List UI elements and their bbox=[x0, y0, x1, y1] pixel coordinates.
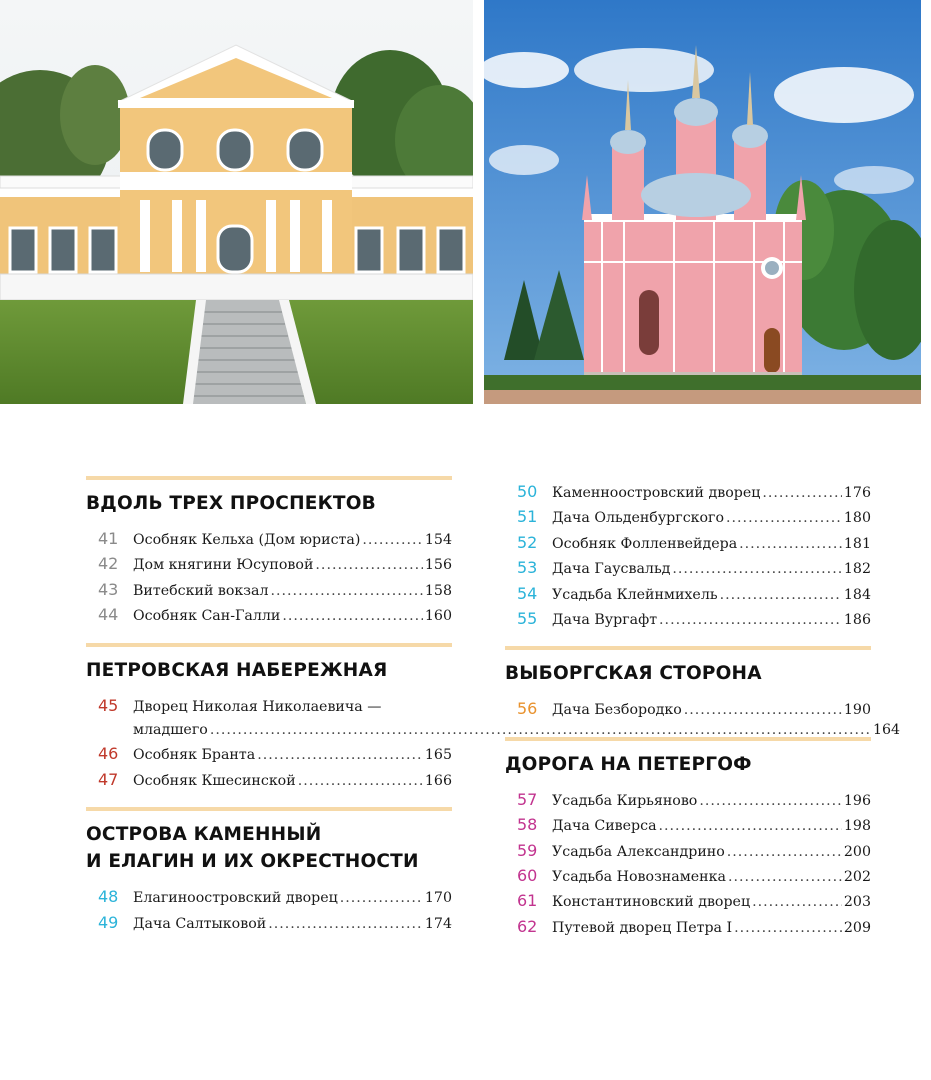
entry-label: Дача Салтыковой bbox=[133, 915, 267, 932]
entry-label: Елагиноостровский дворец bbox=[133, 890, 338, 907]
toc-section bbox=[505, 723, 871, 940]
leader-dots bbox=[315, 554, 422, 577]
leader-dots bbox=[268, 913, 423, 936]
entry-number: 52 bbox=[517, 532, 538, 552]
leader-dots bbox=[659, 609, 842, 632]
section-title-line: ПЕТРОВСКАЯ НАБЕРЕЖНАЯ bbox=[86, 659, 388, 681]
entry-label-continued: младшего bbox=[133, 722, 208, 739]
section-divider bbox=[86, 643, 452, 647]
entry-label: Константиновский дворец bbox=[552, 894, 751, 911]
entry-label: Особняк Сан-Галли bbox=[133, 608, 281, 625]
entry-number: 46 bbox=[98, 744, 119, 764]
toc-section bbox=[86, 476, 452, 629]
toc-section-continued bbox=[505, 480, 871, 632]
toc-section bbox=[86, 793, 452, 936]
entry-number: 49 bbox=[98, 912, 119, 932]
section-divider bbox=[505, 646, 871, 650]
entry-label: Дом княгини Юсуповой bbox=[133, 557, 314, 574]
entry-label: Каменноостровский дворец bbox=[552, 485, 761, 501]
toc-entry[interactable] bbox=[505, 480, 871, 505]
section-title bbox=[86, 821, 452, 875]
entry-label: Особняк Кельха (Дом юриста) bbox=[133, 532, 361, 548]
entry-number: 54 bbox=[517, 583, 538, 603]
palace-photo bbox=[0, 0, 473, 404]
leader-dots bbox=[659, 815, 842, 838]
section-title bbox=[86, 490, 452, 517]
entry-number: 61 bbox=[517, 891, 538, 911]
entry-number: 51 bbox=[517, 507, 538, 527]
entry-page: 198 bbox=[843, 818, 871, 835]
entry-label: Дворец Николая Николаевича — bbox=[133, 698, 382, 715]
leader-dots bbox=[298, 770, 423, 793]
entry-label: Усадьба Новознаменка bbox=[552, 869, 726, 886]
entry-label: Витебский вокзал bbox=[133, 582, 269, 599]
entry-page: 202 bbox=[843, 869, 871, 886]
palace-illustration-icon bbox=[0, 0, 473, 404]
leader-dots bbox=[699, 790, 842, 813]
section-title-line: ВДОЛЬ ТРЕХ ПРОСПЕКТОВ bbox=[86, 493, 376, 514]
entry-number: 41 bbox=[98, 529, 119, 548]
entry-number: 53 bbox=[517, 558, 538, 578]
entry-number: 47 bbox=[98, 769, 119, 789]
entry-label: Особняк Фолленвейдера bbox=[552, 535, 738, 552]
toc-entry[interactable] bbox=[505, 582, 871, 607]
leader-dots bbox=[726, 507, 842, 530]
section-divider bbox=[86, 476, 452, 480]
entry-number: 62 bbox=[517, 916, 538, 936]
toc-entry[interactable] bbox=[86, 603, 452, 628]
entry-number: 48 bbox=[98, 887, 119, 907]
entry-label: Усадьба Кирьяново bbox=[552, 792, 698, 809]
section-divider bbox=[86, 807, 452, 811]
entry-page: 180 bbox=[843, 510, 871, 527]
entry-page: 196 bbox=[843, 792, 871, 809]
entry-number: 59 bbox=[517, 840, 538, 860]
entry-number: 50 bbox=[517, 482, 538, 501]
entry-label: Особняк Кшесинской bbox=[133, 772, 296, 789]
entry-label: Дача Безбородко bbox=[552, 702, 682, 719]
entry-page: 165 bbox=[424, 747, 452, 764]
leader-dots bbox=[728, 866, 842, 889]
toc-entry[interactable] bbox=[505, 813, 871, 838]
leader-dots bbox=[271, 580, 423, 603]
section-title-line: ОСТРОВА КАМЕННЫЙ bbox=[86, 824, 322, 846]
section-title bbox=[505, 660, 871, 687]
entry-label: Дача Сиверса bbox=[552, 818, 657, 835]
entry-number: 44 bbox=[98, 605, 119, 625]
toc-entry[interactable] bbox=[86, 578, 452, 603]
leader-dots bbox=[684, 699, 842, 722]
leader-dots bbox=[362, 529, 423, 552]
section-title bbox=[505, 751, 871, 778]
toc-section bbox=[505, 632, 871, 722]
entry-page: 176 bbox=[843, 485, 871, 501]
entry-page: 203 bbox=[843, 894, 871, 911]
section-title bbox=[86, 657, 452, 684]
entry-label: Дача Ольденбургского bbox=[552, 510, 725, 527]
section-title-line: И ЕЛАГИН И ИХ ОКРЕСТНОСТИ bbox=[86, 851, 419, 873]
leader-dots bbox=[727, 841, 842, 864]
entry-page: 184 bbox=[843, 586, 871, 603]
entry-number: 60 bbox=[517, 866, 538, 886]
leader-dots bbox=[282, 605, 423, 628]
entry-number: 45 bbox=[98, 695, 119, 715]
entry-label: Дача Гаусвальд bbox=[552, 561, 671, 578]
toc-entry[interactable] bbox=[505, 889, 871, 914]
church-photo bbox=[484, 0, 921, 404]
entry-page: 166 bbox=[424, 772, 452, 789]
leader-dots bbox=[257, 744, 423, 767]
toc-entry[interactable] bbox=[505, 607, 871, 632]
toc-entry[interactable] bbox=[86, 768, 452, 793]
leader-dots bbox=[739, 533, 842, 556]
entry-label: Усадьба Клейнмихель bbox=[552, 586, 718, 603]
entry-number: 57 bbox=[517, 789, 538, 809]
section-title-line: ВЫБОРГСКАЯ СТОРОНА bbox=[505, 663, 762, 685]
toc-entry[interactable] bbox=[505, 788, 871, 813]
entry-number: 55 bbox=[517, 609, 538, 629]
entry-page: 154 bbox=[424, 532, 452, 548]
entry-number: 43 bbox=[98, 579, 119, 599]
leader-dots bbox=[340, 887, 423, 910]
entry-page: 200 bbox=[843, 843, 871, 860]
toc-entry[interactable] bbox=[505, 864, 871, 889]
entry-page: 186 bbox=[843, 612, 871, 629]
entry-page: 164 bbox=[873, 722, 901, 739]
entry-page: 181 bbox=[843, 535, 871, 552]
leader-dots bbox=[752, 891, 842, 914]
entry-page: 174 bbox=[424, 915, 452, 932]
toc-entry[interactable] bbox=[505, 531, 871, 556]
entry-page: 182 bbox=[843, 561, 871, 578]
entry-page: 160 bbox=[424, 608, 452, 625]
toc-entry[interactable] bbox=[86, 885, 452, 910]
leader-dots bbox=[734, 917, 842, 940]
entry-page: 158 bbox=[424, 582, 452, 599]
toc-entry[interactable] bbox=[505, 556, 871, 581]
entry-page: 156 bbox=[424, 557, 452, 574]
toc-entry[interactable] bbox=[505, 915, 871, 940]
entry-label: Усадьба Александрино bbox=[552, 843, 725, 860]
church-illustration-icon bbox=[484, 0, 921, 404]
entry-number: 42 bbox=[98, 554, 119, 574]
toc-entry[interactable] bbox=[86, 552, 452, 577]
section-divider bbox=[505, 737, 871, 741]
leader-dots bbox=[720, 584, 842, 607]
entry-label: Путевой дворец Петра I bbox=[552, 919, 733, 936]
entry-page: 170 bbox=[424, 890, 452, 907]
toc-entry[interactable] bbox=[505, 505, 871, 530]
entry-page: 190 bbox=[843, 702, 871, 719]
toc-entry[interactable] bbox=[505, 839, 871, 864]
toc-right-column bbox=[505, 480, 871, 940]
toc-entry[interactable] bbox=[86, 911, 452, 936]
section-title-line: ДОРОГА НА ПЕТЕРГОФ bbox=[505, 753, 752, 775]
leader-dots bbox=[762, 482, 842, 505]
entry-number: 56 bbox=[517, 699, 538, 719]
entry-label: Особняк Бранта bbox=[133, 747, 256, 764]
entry-label: Дача Вургафт bbox=[552, 612, 658, 629]
toc-entry[interactable] bbox=[505, 697, 871, 722]
leader-dots bbox=[672, 558, 842, 581]
toc-entry[interactable] bbox=[86, 742, 452, 767]
toc-entry[interactable] bbox=[86, 527, 452, 552]
entry-number: 58 bbox=[517, 815, 538, 835]
entry-page: 209 bbox=[843, 919, 871, 936]
